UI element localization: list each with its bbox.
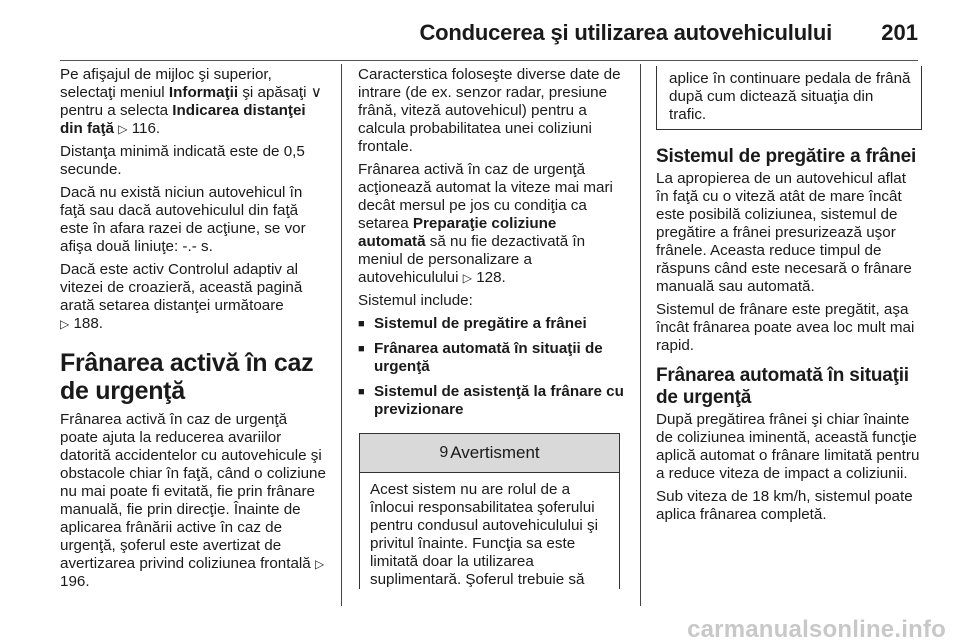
- paragraph: Sistemul include:: [358, 292, 473, 309]
- page-number: 201: [881, 20, 918, 45]
- warning-box: [359, 433, 620, 589]
- watermark: carmanualsonline.info: [687, 616, 946, 643]
- paragraph: Sistemul de frânare este pregătit, aşa încât frânarea poate avea loc mult mai rapid.: [656, 301, 915, 354]
- warning-title: Avertisment: [450, 443, 540, 462]
- paragraph: La apropierea de un autovehicul aflat în faţă cu o viteză atât de mare încât este posibilă coliziunea, sistemul de pregătire a frânei presurizează uşor frânele. Aceasta reduce timpul de răspuns când este necesară o frânare manuală sau automată.: [656, 170, 912, 295]
- paragraph: Caracterstica foloseşte diverse date de intrare (de ex. senzor radar, presiune frână, viteză autovehicul) pentru a calcula probabilitatea unei coliziuni frontale.: [358, 66, 621, 155]
- header-rule: [60, 60, 918, 61]
- column-left: [60, 66, 328, 596]
- page-ref-link[interactable]: 196.: [60, 573, 90, 590]
- column-divider: [640, 64, 641, 606]
- paragraph: Dacă nu există niciun autovehicul în faţă sau dacă autovehiculul din faţă este în afara razei de acţiune, se vor afişa două liniuţe: -.- s.: [60, 184, 306, 255]
- section-heading: Sistemul de pregătire a frânei: [656, 146, 917, 167]
- paragraph: Sub viteza de 18 km/h, sistemul poate aplica frânarea completă.: [656, 488, 913, 523]
- chevron-down-icon: ∨: [310, 84, 322, 101]
- page-ref-link[interactable]: 116.: [131, 120, 161, 137]
- paragraph: Dacă este activ Controlul adaptiv al vitezei de croazieră, această pagină arată setarea distanţei următoare ▷ 188.: [60, 261, 303, 332]
- warning-box-continued: aplice în continuare pedala de frână după cum dictează situaţia din trafic.: [656, 66, 922, 130]
- paragraph: Frânarea activă în caz de urgenţă acţionează automat la viteze mai mari decât mersul pe jos cu condiţia ca setarea Preparaţie coliziune automată să nu fie dezactivată în meniul de personalizare a autovehiculului ▷ 128.: [358, 161, 613, 286]
- page-ref-arrow-icon: ▷: [314, 557, 325, 571]
- page-header: [0, 0, 960, 60]
- page-ref-link[interactable]: 128.: [476, 269, 506, 286]
- page-ref-arrow-icon: ▷: [60, 317, 70, 331]
- warning-triangle-icon: 9: [439, 444, 449, 461]
- list-item: ■ Sistemul de pregătire a frânei: [358, 315, 624, 333]
- page-ref-arrow-icon: ▷: [462, 271, 472, 285]
- list-item: ■ Sistemul de asistenţă la frânare cu previzionare: [358, 383, 624, 419]
- page-title: Conducerea şi utilizarea autovehiculului: [419, 20, 832, 45]
- paragraph: După pregătirea frânei şi chiar înainte de coliziunea iminentă, această funcţie aplică automat o frânare limitată pentru a reduce viteza de impact a coliziunii.: [656, 411, 920, 482]
- column-right: [656, 66, 922, 529]
- column-divider: [341, 64, 342, 606]
- paragraph: Distanţa minimă indicată este de 0,5 secunde.: [60, 143, 305, 178]
- section-heading: Frânarea automată în situaţii de urgenţă: [656, 365, 909, 408]
- list-item: ■ Frânarea automată în situaţii de urgenţă: [358, 340, 624, 376]
- system-list: [358, 315, 624, 419]
- paragraph: Frânarea activă în caz de urgenţă poate ajuta la reducerea avariilor datorită accidentelor cu autovehicule şi obstacole chiar în faţă, când o coliziune nu mai poate fi evitată, fie prin frânare manuală, fie prin direcţie. Înainte de aplicarea frânării active în caz de urgenţă, şoferul este avertizat de avertizarea privind coliziunea frontală ▷ 196.: [60, 411, 326, 590]
- column-middle: [358, 66, 624, 589]
- page-ref-link[interactable]: 188.: [73, 315, 104, 332]
- warning-text: Acest sistem nu are rolul de a înlocui responsabilitatea şoferului pentru condusul autovehiculului şi privitul înainte. Funcţia sa este limitată doar la utilizarea suplimentară. Şoferul trebuie să: [370, 481, 598, 588]
- section-heading: Frânarea activă în caz de urgenţă: [60, 349, 314, 405]
- warning-header: [360, 434, 619, 473]
- page-ref-arrow-icon: ▷: [118, 122, 128, 136]
- paragraph: Pe afişajul de mijloc şi superior, selectaţi meniul Informaţii şi apăsaţi ∨ pentru a selecta Indicarea distanţei din faţă ▷ 116.: [60, 66, 322, 137]
